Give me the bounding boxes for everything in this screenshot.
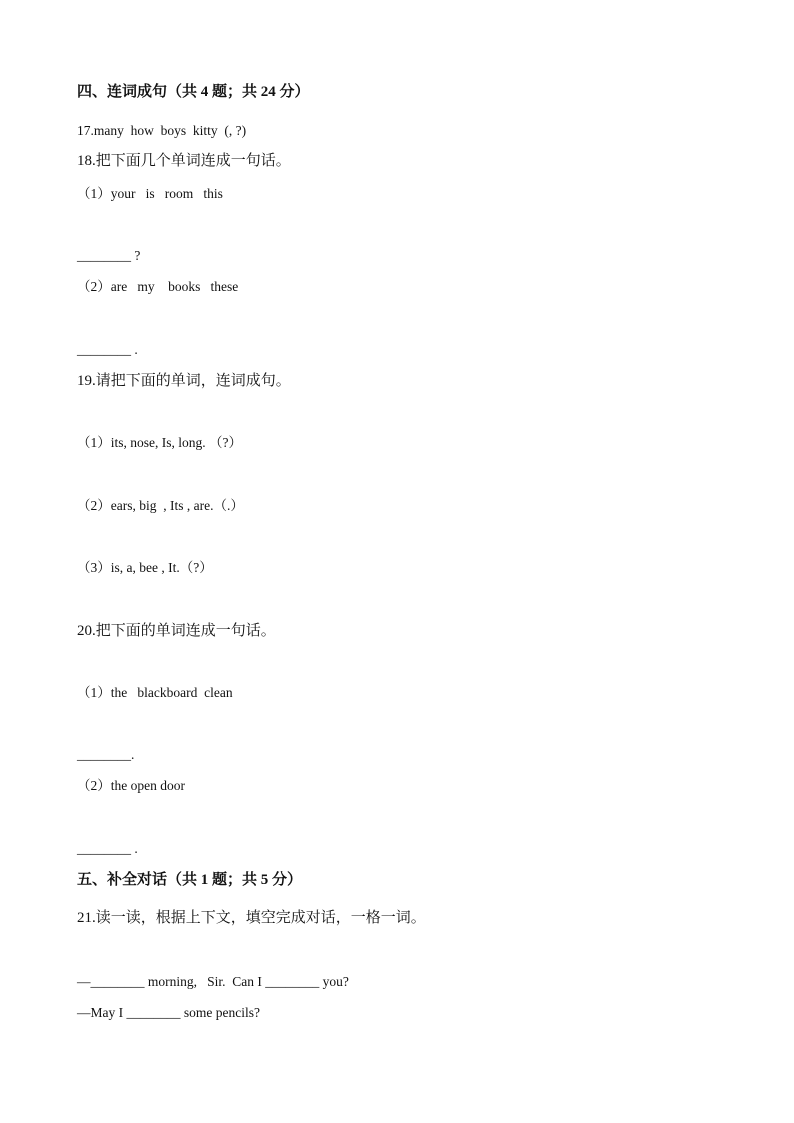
dialogue-line-1: —________ morning, Sir. Can I ________ you?: [77, 974, 349, 989]
question-19-item-1: （1）its, nose, Is, long. （?）: [77, 435, 242, 450]
question-18-item-1: （1）your is room this: [77, 186, 223, 201]
question-17: 17.many how boys kitty (, ?): [77, 123, 247, 138]
question-21-prompt: 21.读一读，根据上下文，填空完成对话，一格一词。: [77, 910, 426, 926]
question-20-answer-2: ________ .: [77, 841, 138, 856]
question-20-prompt: 20.把下面的单词连成一句话。: [77, 623, 276, 639]
question-18-answer-1: ________ ?: [77, 248, 141, 263]
question-18-prompt: 18.把下面几个单词连成一句话。: [77, 153, 291, 169]
question-20-item-1: （1）the blackboard clean: [77, 685, 233, 700]
question-19-item-2: （2）ears, big , Its , are.（.）: [77, 498, 244, 513]
section-4-heading: 四、连词成句（共 4 题；共 24 分）: [77, 84, 310, 100]
section-5-heading: 五、补全对话（共 1 题；共 5 分）: [77, 872, 303, 888]
question-19-prompt: 19.请把下面的单词，连词成句。: [77, 373, 291, 389]
question-18-answer-2: ________ .: [77, 342, 138, 357]
question-20-item-2: （2）the open door: [77, 778, 185, 793]
question-19-item-3: （3）is, a, bee , It.（?）: [77, 560, 213, 575]
question-20-answer-1: ________.: [77, 747, 135, 762]
question-18-item-2: （2）are my books these: [77, 279, 239, 294]
dialogue-line-2: —May I ________ some pencils?: [77, 1005, 260, 1020]
